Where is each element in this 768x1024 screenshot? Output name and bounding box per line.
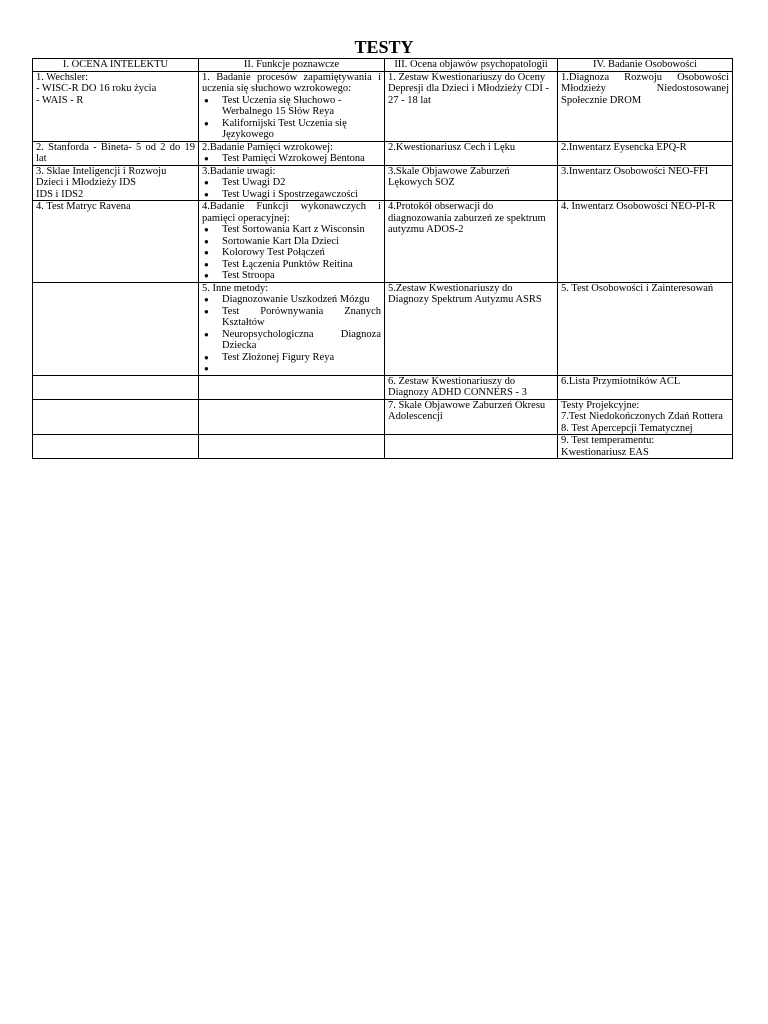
- list-item: ● Test Stroopa: [202, 270, 381, 282]
- tests-table: [32, 58, 733, 459]
- list-item: ● Test Sortowania Kart z Wisconsin: [202, 224, 381, 236]
- table-cell: [558, 399, 733, 435]
- table-cell: [33, 201, 199, 283]
- bullet-list: [202, 177, 381, 200]
- table-cell: [199, 399, 385, 435]
- list-item: ● Sortowanie Kart Dla Dzieci: [202, 236, 381, 248]
- table-cell: [558, 71, 733, 141]
- table-cell: [33, 435, 199, 459]
- cell-text: 1. Zestaw Kwestionariuszy do Oceny Depresji dla Dzieci i Młodzieży CDI - 27 - 18 lat: [388, 71, 549, 106]
- cell-text: 2.Inwentarz Eysencka EPQ-R: [561, 141, 687, 153]
- cell-text: 9. Test temperamentu:: [561, 435, 655, 446]
- table-cell: [33, 71, 199, 141]
- table-cell: [199, 71, 385, 141]
- cell-text: 6. Zestaw Kwestionariuszy do Diagnozy ADHD CONNERS - 3: [388, 375, 527, 398]
- table-row: [33, 141, 733, 165]
- table-cell: [199, 375, 385, 399]
- cell-text: 3.Badanie uwagi:: [202, 165, 276, 177]
- table-cell: [558, 141, 733, 165]
- list-item: ● Diagnozowanie Uszkodzeń Mózgu: [202, 294, 381, 306]
- list-item: ● Test Uwagi D2: [202, 177, 381, 189]
- table-cell: [385, 71, 558, 141]
- list-item: [202, 363, 381, 375]
- cell-text: 2.Kwestionariusz Cech i Lęku: [388, 141, 516, 153]
- cell-text: IDS i IDS2: [36, 188, 84, 200]
- table-cell: [385, 201, 558, 283]
- table-cell: [385, 399, 558, 435]
- list-item: ● Test Złożonej Figury Reya: [202, 352, 381, 364]
- table-row: [33, 282, 733, 375]
- bullet-list: [202, 153, 381, 165]
- table-cell: [199, 141, 385, 165]
- cell-text: 4.Protokół obserwacji do diagnozowania zaburzeń ze spektrum autyzmu ADOS-2: [388, 201, 546, 235]
- column-header-cognitive: II. Funkcje poznawcze: [199, 59, 385, 72]
- column-header-psychopathology: III. Ocena objawów psychopatologii: [385, 59, 558, 72]
- cell-text: 2. Stanforda - Bineta- 5 od 2 do 19 lat: [36, 141, 195, 164]
- header-row: [33, 59, 733, 72]
- cell-text: 7. Skale Objawowe Zaburzeń Okresu Adolescencji: [388, 399, 546, 422]
- cell-text: Testy Projekcyjne:: [561, 399, 640, 411]
- cell-text: 4. Inwentarz Osobowości NEO-PI-R: [561, 201, 716, 212]
- table-cell: [558, 165, 733, 201]
- table-cell: [199, 201, 385, 283]
- table-cell: [558, 375, 733, 399]
- table-row: [33, 201, 733, 283]
- list-item: ● Test Uwagi i Spostrzegawczości: [202, 189, 381, 201]
- cell-text: 3.Skale Objawowe Zaburzeń Lękowych SOZ: [388, 165, 510, 188]
- list-item: ● Test Porównywania Znanych Kształtów: [202, 306, 381, 329]
- table-cell: [199, 435, 385, 459]
- bullet-list: [202, 294, 381, 375]
- cell-text: 3.Inwentarz Osobowości NEO-FFI: [561, 165, 709, 177]
- table-cell: [558, 435, 733, 459]
- table-cell: [385, 375, 558, 399]
- cell-text: 7.Test Niedokończonych Zdań Rottera: [561, 411, 723, 422]
- bullet-list: [202, 224, 381, 282]
- table-cell: [33, 399, 199, 435]
- table-row: [33, 165, 733, 201]
- cell-text: Kwestionariusz EAS: [561, 446, 649, 458]
- list-item: ● Kolorowy Test Połączeń: [202, 247, 381, 259]
- cell-text: 1. Badanie procesów zapamiętywania i uczenia się słuchowo wzrokowego:: [202, 71, 381, 94]
- table-cell: [385, 435, 558, 459]
- table-row: [33, 71, 733, 141]
- table-cell: [199, 282, 385, 375]
- table-cell: [558, 282, 733, 375]
- cell-text: 5. Test Osobowości i Zainteresowań: [561, 282, 714, 294]
- table-cell: [33, 375, 199, 399]
- table-cell: [385, 282, 558, 375]
- table-cell: [199, 165, 385, 201]
- table-row: [33, 435, 733, 459]
- cell-text: 6.Lista Przymiotników ACL: [561, 375, 681, 387]
- list-item: ● Kalifornijski Test Uczenia się Językowego: [202, 118, 381, 141]
- cell-text: 2.Badanie Pamięci wzrokowej:: [202, 141, 333, 153]
- cell-text: 3. Sklae Inteligencji i Rozwoju Dzieci i Młodzieży IDS: [36, 165, 167, 188]
- list-item: ● Test Uczenia się Słuchowo - Werbalnego 15 Słów Reya: [202, 95, 381, 118]
- cell-text: 5.Zestaw Kwestionariuszy do Diagnozy Spektrum Autyzmu ASRS: [388, 282, 542, 305]
- bullet-list: [202, 95, 381, 141]
- list-item: ● Test Łączenia Punktów Reitina: [202, 259, 381, 271]
- cell-text: 4.Badanie Funkcji wykonawczych i pamięci operacyjnej:: [202, 201, 381, 224]
- column-header-personality: IV. Badanie Osobowości: [558, 59, 733, 72]
- cell-text: 1.Diagnoza Rozwoju Osobowości Młodzieży Niedostosowanej Społecznie DROM: [561, 71, 729, 106]
- page-title: TESTY: [354, 37, 414, 57]
- table-cell: [33, 141, 199, 165]
- cell-line: 1. Wechsler:: [36, 71, 89, 83]
- column-header-intellect: I. OCENA INTELEKTU: [33, 59, 199, 72]
- list-item: ● Neuropsychologiczna Diagnoza Dziecka: [202, 329, 381, 352]
- table-cell: [385, 141, 558, 165]
- table-cell: [558, 201, 733, 283]
- table-row: [33, 375, 733, 399]
- list-item: ● Test Pamięci Wzrokowej Bentona: [202, 153, 381, 165]
- cell-text: 8. Test Apercepcji Tematycznej: [561, 422, 693, 434]
- cell-line: - WAIS - R: [36, 94, 84, 106]
- table-cell: [385, 165, 558, 201]
- table-cell: [33, 165, 199, 201]
- table-cell: [33, 282, 199, 375]
- table-row: [33, 399, 733, 435]
- cell-line: - WISC-R DO 16 roku życia: [36, 83, 157, 94]
- cell-text: 4. Test Matryc Ravena: [36, 201, 131, 212]
- cell-text: 5. Inne metody:: [202, 282, 269, 294]
